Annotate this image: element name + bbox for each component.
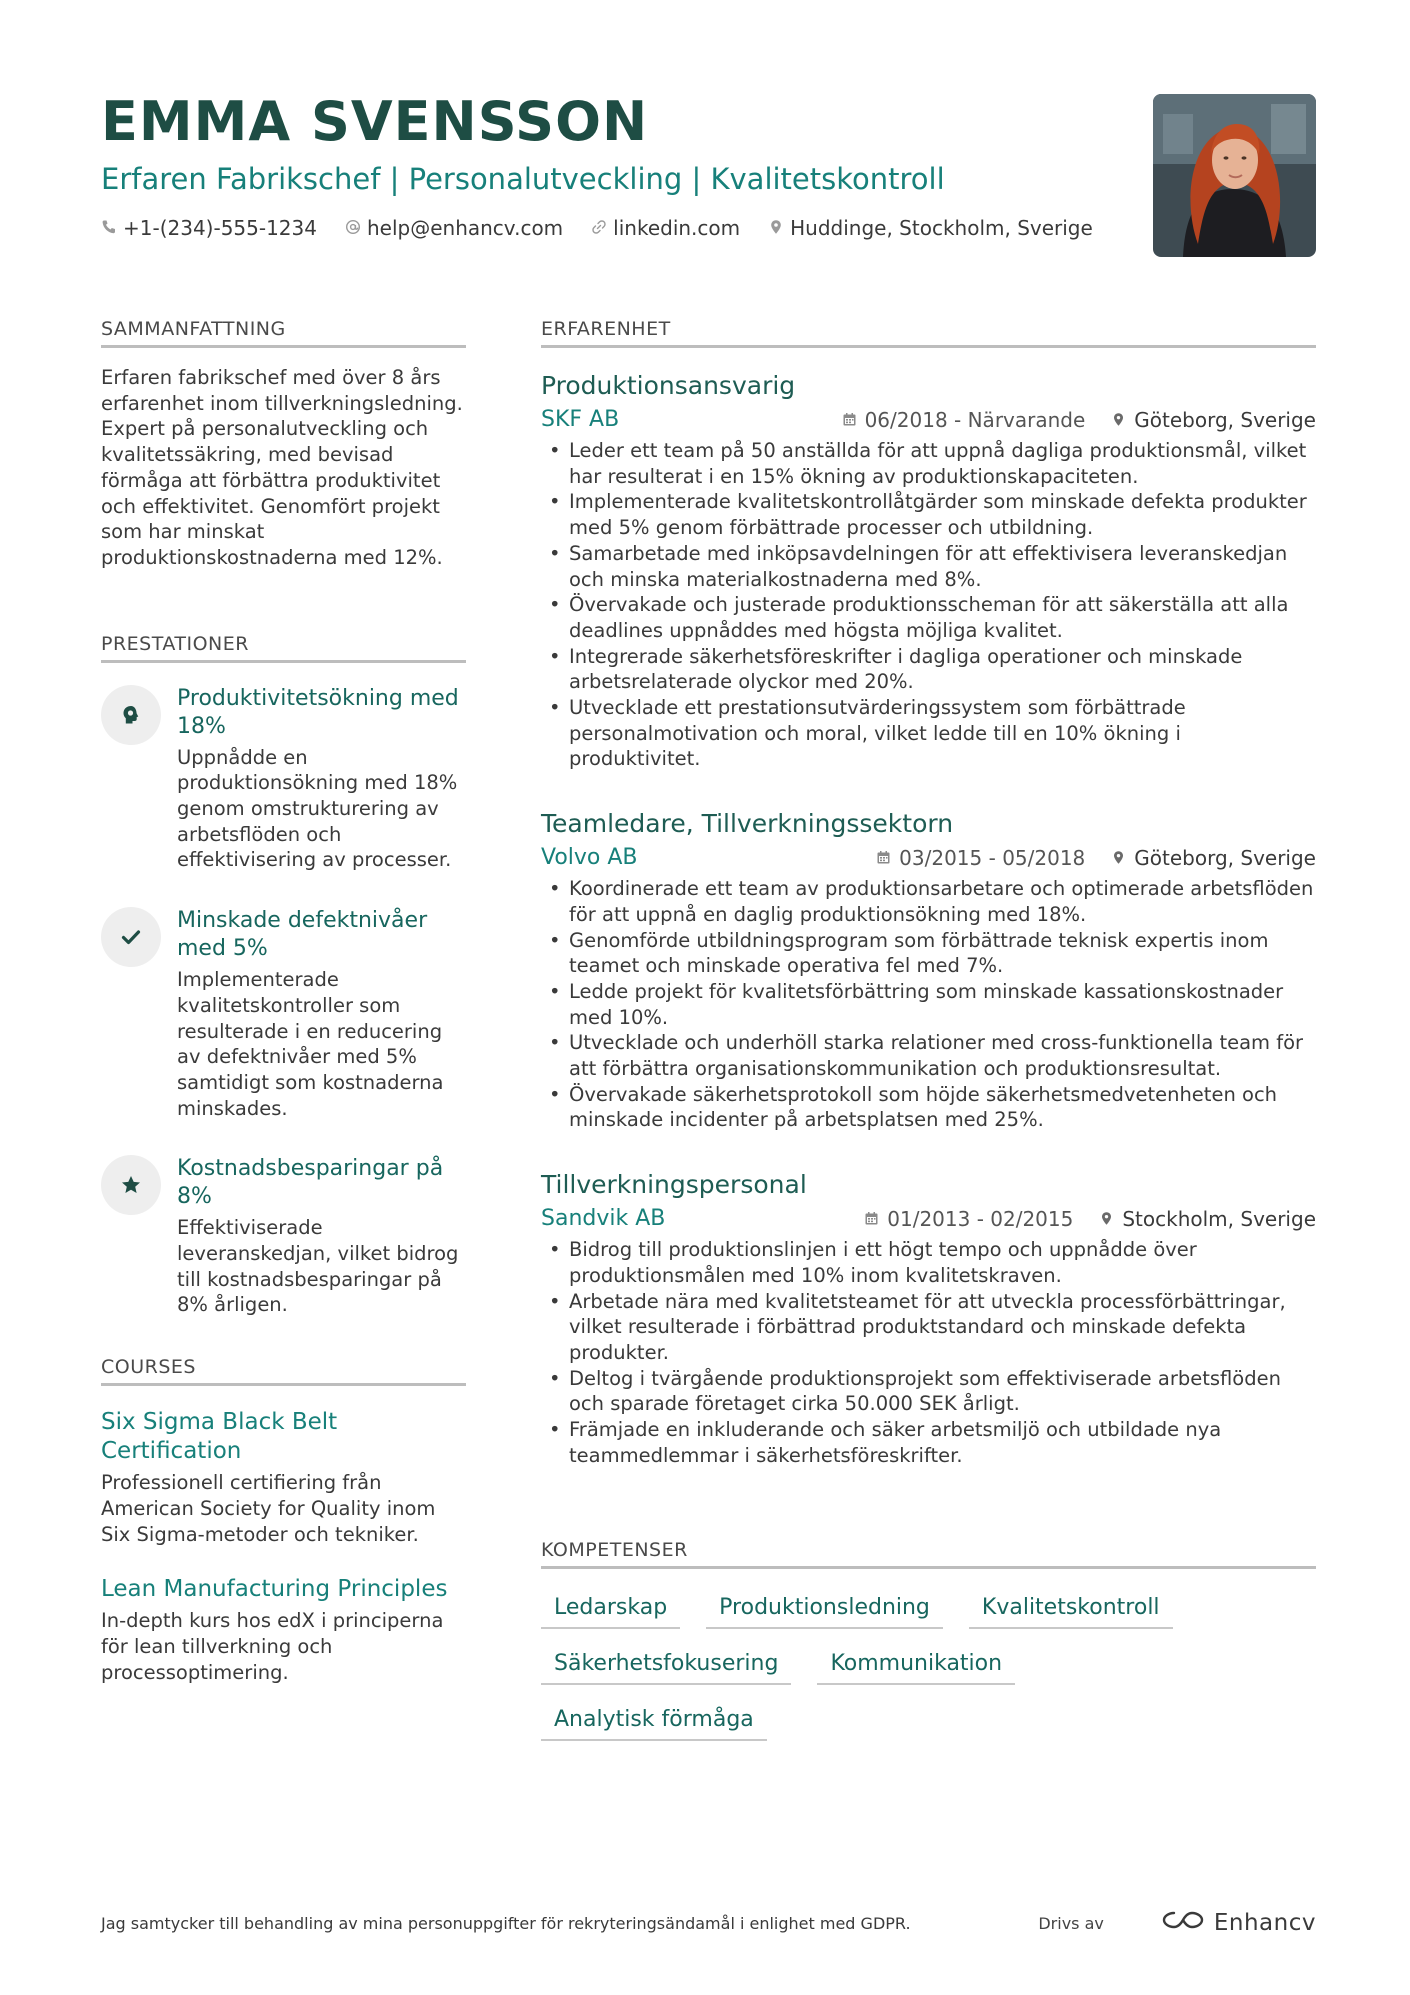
achievement-description: Effektiviserade leveranskedjan, vilket bidrog till kostnadsbesparingar på 8% årligen. xyxy=(177,1216,459,1317)
date-text: 01/2013 - 02/2015 xyxy=(887,1207,1074,1232)
location-pin-icon xyxy=(1111,844,1126,872)
company-name: SKF AB xyxy=(541,407,620,432)
skills-list xyxy=(541,1591,1261,1741)
company-name: Volvo AB xyxy=(541,845,638,871)
phone-text: +1-(234)-555-1234 xyxy=(123,216,317,240)
job-location xyxy=(1111,844,1316,872)
bullet-item: • Övervakade säkerhetsprotokoll som höjde säkerhetsmedvetenheten och minskade incidenter på arbetsplatsen med 25%. xyxy=(541,1082,1316,1133)
contact-location xyxy=(768,216,1093,240)
job-date xyxy=(864,1205,1073,1233)
skill-tag: Analytisk förmåga xyxy=(541,1703,767,1741)
location-pin-icon xyxy=(1111,406,1126,434)
course-description: In-depth kurs hos edX i principerna för lean tillverkning och processoptimering. xyxy=(101,1609,444,1684)
skill-tag: Produktionsledning xyxy=(706,1591,943,1629)
calendar-icon xyxy=(876,844,891,872)
bullet-item: • Utvecklade och underhöll starka relationer med cross-funktionella team för att förbättra organisationskommunikation och produktionsresultat. xyxy=(541,1030,1316,1081)
enhancv-logo[interactable] xyxy=(1160,1908,1316,1938)
brand-text: Enhancv xyxy=(1213,1910,1316,1936)
experience-heading: ERFARENHET xyxy=(541,318,1316,348)
contact-linkedin[interactable] xyxy=(591,216,740,240)
job-bullets xyxy=(541,876,1316,1133)
skill-tag: Säkerhetsfokusering xyxy=(541,1647,791,1685)
bullet-item: • Bidrog till produktionslinjen i ett högt tempo och uppnådde över produktionsmålen med 10% inom kvalitetskraven. xyxy=(541,1237,1316,1288)
powered-by-text: Drivs av xyxy=(1038,1913,1104,1933)
calendar-icon xyxy=(864,1205,879,1233)
job-title: Produktionsansvarig xyxy=(541,371,796,400)
location-pin-icon xyxy=(1099,1205,1114,1233)
email-text: help@enhancv.com xyxy=(366,216,564,240)
achievements-heading: PRESTATIONER xyxy=(101,633,466,663)
job-meta xyxy=(541,406,1316,434)
enhancv-mark-icon xyxy=(1160,1908,1206,1938)
job-bullets xyxy=(541,438,1316,772)
job-location xyxy=(1099,1205,1316,1233)
bullet-item: • Arbetade nära med kvalitetsteamet för att utveckla processförbättringar, vilket resulterade i förbättrad produktstandard och minskade defekta produkter. xyxy=(541,1289,1316,1366)
achievement-item xyxy=(101,685,466,874)
lightbulb-head-icon xyxy=(101,685,161,745)
location-text: Stockholm, Sverige xyxy=(1122,1207,1316,1232)
course-item xyxy=(101,1575,466,1685)
skill-tag: Ledarskap xyxy=(541,1591,680,1629)
bullet-item: • Leder ett team på 50 anställda för att uppnå dagliga produktionsmål, vilket har resulterat i en 15% ökning av produktionskapaciteten. xyxy=(541,438,1316,489)
achievement-description: Uppnådde en produktionsökning med 18% genom omstrukturering av arbetsflöden och effektivisering av processer. xyxy=(177,745,458,872)
location-pin-icon xyxy=(768,216,784,240)
contact-row xyxy=(101,216,1151,240)
courses-list xyxy=(101,1408,466,1685)
course-title: Six Sigma Black Belt Certification xyxy=(101,1409,338,1465)
calendar-icon xyxy=(842,406,857,434)
job-meta xyxy=(541,844,1316,872)
contact-email[interactable] xyxy=(345,216,563,240)
job-date xyxy=(842,406,1086,434)
linkedin-text: linkedin.com xyxy=(613,216,741,240)
at-icon xyxy=(345,216,361,240)
location-text: Göteborg, Sverige xyxy=(1134,846,1316,871)
resume-header xyxy=(101,90,1151,240)
job-entry xyxy=(541,370,1316,772)
course-item xyxy=(101,1408,466,1547)
bullet-item: • Utvecklade ett prestationsutvärderingssystem som förbättrade personalmotivation och moral, vilket ledde till en 10% ökning i produktivitet. xyxy=(541,695,1316,772)
bullet-item: • Främjade en inkluderande och säker arbetsmiljö och utbildade nya teammedlemmar i säkerhetsföreskrifter. xyxy=(541,1417,1316,1468)
bullet-item: • Koordinerade ett team av produktionsarbetare och optimerade arbetsflöden för att uppnå en daglig produktionsökning med 18%. xyxy=(541,876,1316,927)
bullet-item: • Integrerade säkerhetsföreskrifter i dagliga operationer och minskade arbetsrelaterade olyckor med 20%. xyxy=(541,644,1316,695)
course-title: Lean Manufacturing Principles xyxy=(101,1576,448,1603)
link-icon xyxy=(591,216,607,240)
left-column xyxy=(101,318,466,1713)
phone-icon xyxy=(101,216,117,240)
summary-text: Erfaren fabrikschef med över 8 års erfarenhet inom tillverkningsledning. Expert på personalutveckling och kvalitetssäkring, med bevisad förmåga att förbättra produktivitet och effektivitet. Genomfört projekt som har minskat produktionskostnaderna med 12%. xyxy=(101,366,463,569)
page-footer xyxy=(101,1908,1316,1938)
check-icon xyxy=(101,907,161,967)
star-icon xyxy=(101,1155,161,1215)
candidate-name: EMMA SVENSSON xyxy=(101,90,649,153)
bullet-item: • Genomförde utbildningsprogram som förbättrade teknisk expertis inom teamet och minskade operativa fel med 7%. xyxy=(541,928,1316,979)
bullet-item: • Implementerade kvalitetskontrollåtgärder som minskade defekta produkter med 5% genom förbättrade processer och utbildning. xyxy=(541,489,1316,540)
achievement-item xyxy=(101,1155,466,1318)
location-text: Huddinge, Stockholm, Sverige xyxy=(790,216,1093,240)
bullet-item: • Samarbetade med inköpsavdelningen för att effektivisera leveranskedjan och minska materialkostnaderna med 8%. xyxy=(541,541,1316,592)
bullet-item: • Ledde projekt för kvalitetsförbättring som minskade kassationskostnader med 10%. xyxy=(541,979,1316,1030)
courses-heading: COURSES xyxy=(101,1356,466,1386)
job-location xyxy=(1111,406,1316,434)
bullet-item: • Deltog i tvärgående produktionsprojekt som effektiviserade arbetsflöden och sparade företaget cirka 50.000 SEK årligt. xyxy=(541,1366,1316,1417)
achievement-title: Minskade defektnivåer med 5% xyxy=(177,908,428,962)
achievement-description: Implementerade kvalitetskontroller som resulterade i en reducering av defektnivåer med 5% samtidigt som kostnaderna minskades. xyxy=(177,968,444,1120)
job-title: Tillverkningspersonal xyxy=(541,1170,807,1200)
job-entry xyxy=(541,1169,1316,1468)
course-description: Professionell certifiering från American Society for Quality inom Six Sigma-metoder och tekniker. xyxy=(101,1471,436,1546)
candidate-headline: Erfaren Fabrikschef | Personalutveckling | Kvalitetskontroll xyxy=(101,162,945,196)
job-bullets xyxy=(541,1237,1316,1468)
bullet-item: • Övervakade och justerade produktionsscheman för att säkerställa att alla deadlines uppnåddes med högsta möjliga kvalitet. xyxy=(541,592,1316,643)
summary-heading: SAMMANFATTNING xyxy=(101,318,466,348)
job-entry xyxy=(541,808,1316,1133)
company-name: Sandvik AB xyxy=(541,1206,666,1232)
profile-photo xyxy=(1153,94,1316,257)
right-column xyxy=(541,318,1316,1741)
achievement-title: Produktivitetsökning med 18% xyxy=(177,685,459,739)
job-title: Teamledare, Tillverkningssektorn xyxy=(541,809,954,839)
job-date xyxy=(876,844,1085,872)
job-meta xyxy=(541,1205,1316,1233)
skill-tag: Kvalitetskontroll xyxy=(969,1591,1173,1629)
gdpr-consent-text: Jag samtycker till behandling av mina personuppgifter för rekryteringsändamål i enlighet med GDPR. xyxy=(101,1913,911,1933)
achievement-title: Kostnadsbesparingar på 8% xyxy=(177,1156,444,1210)
contact-phone[interactable] xyxy=(101,216,317,240)
skill-tag: Kommunikation xyxy=(817,1647,1015,1685)
date-text: 06/2018 - Närvarande xyxy=(864,408,1086,432)
skills-heading: KOMPETENSER xyxy=(541,1539,1316,1569)
date-text: 03/2015 - 05/2018 xyxy=(899,846,1086,871)
achievement-item xyxy=(101,907,466,1121)
achievements-list xyxy=(101,685,466,1319)
location-text: Göteborg, Sverige xyxy=(1134,408,1316,432)
